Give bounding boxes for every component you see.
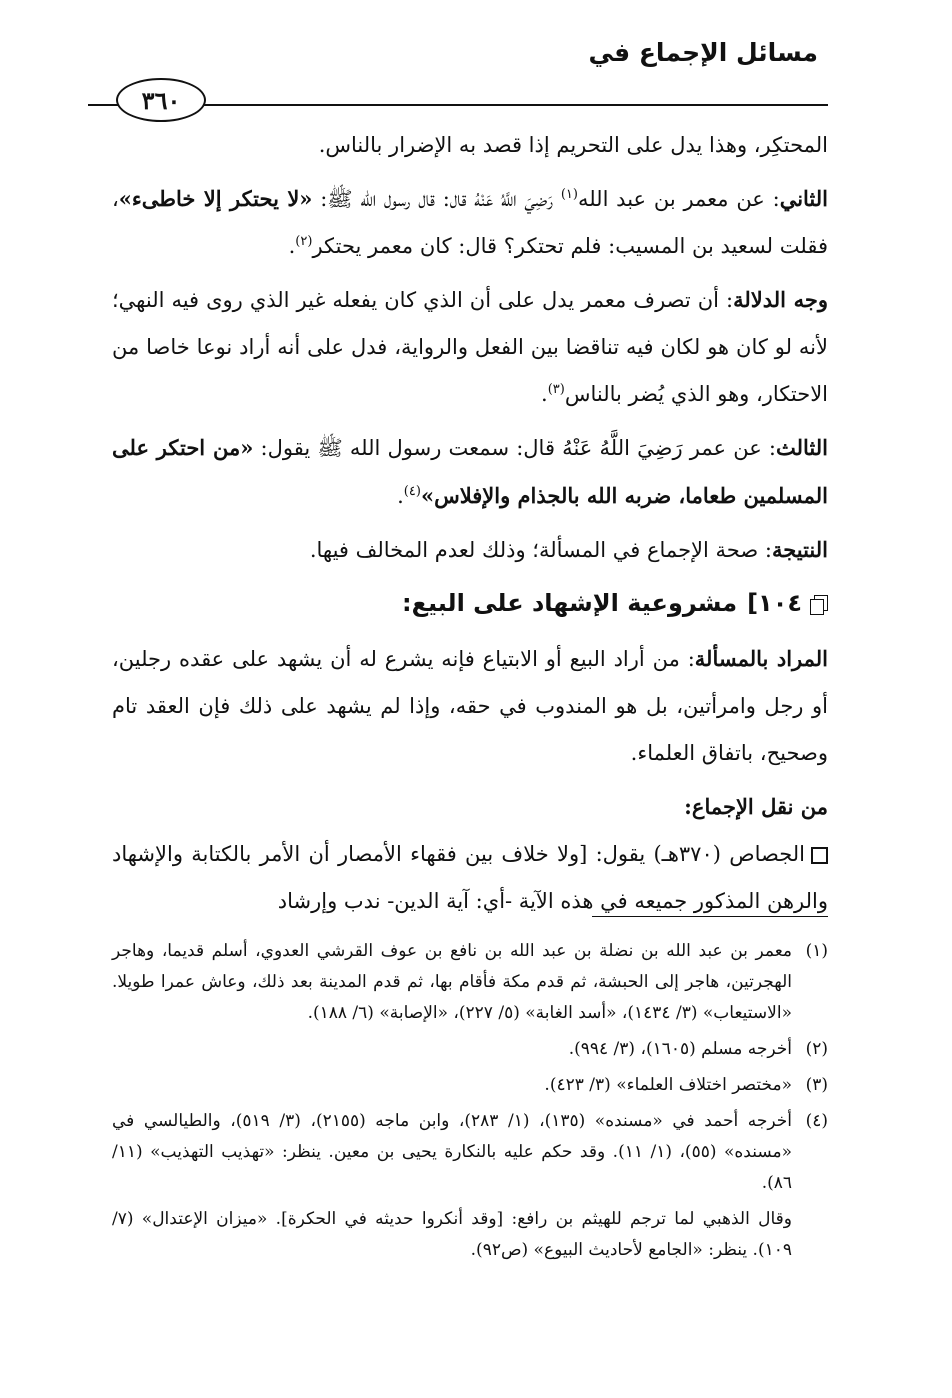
paragraph-text: الجصاص (٣٧٠هـ) يقول: [ولا خلاف بين فقهاء الأمصار أن الأمر بالكتابة والإشهاد والرهن المذكور جميعه في هذه الآية -أي: آية الدين- ندب وإرشاد — [112, 842, 828, 913]
footnotes — [112, 936, 828, 1271]
paragraph — [112, 122, 828, 169]
footnote-4 — [112, 1106, 828, 1199]
punctuation: . — [397, 484, 404, 508]
footnote-ref: (١) — [560, 187, 578, 202]
footnote-text: وقال الذهبي لما ترجم للهيثم بن رافع: [وقد أنكروا حديثه في الحكرة]. «ميزان الإعتدال» (٧/ ١٠٩). ينظر: «الجامع لأحاديث البيوع» (ص٩٢). — [112, 1209, 792, 1260]
paragraph-quote — [112, 831, 828, 925]
paragraph-text: رَضِيَ اللَّهُ عَنْهُ قال: قال رسول الله ﷺ: — [312, 187, 561, 211]
footnote-number: (٣) — [805, 1075, 828, 1095]
issue-title: مشروعية الإشهاد على البيع: — [401, 589, 738, 617]
paragraph-label: المراد بالمسألة — [694, 646, 828, 671]
paragraph-result — [112, 526, 828, 574]
footnote-ref: (٢) — [295, 234, 313, 249]
hadith-quote: «من احتكر على المسلمين طعاما، ضربه الله بالجذام والإفلاس» — [112, 435, 828, 508]
footnote-text: معمر بن عبد الله بن نضلة بن عبد الله بن نافع بن عوف القرشي العدوي، أسلم قديما، وهاجر الهجرتين، هاجر إلى الحبشة، ثم قدم مكة فأقام بها، ثم قدم المدينة بعد ذلك، وعاش عمرا طويلا. «الاستيعاب» (٣/ ١٤٣٤)، «أسد الغابة» (٥/ ٢٢٧)، «الإصابة» (٦/ ١٨٨). — [112, 941, 792, 1023]
paragraph-text: : أن تصرف معمر يدل على أن الذي كان يفعله غير الذي روى فيه النهي؛ لأنه لو كان هو لكان فيه تناقضا بين الفعل والرواية، فدل على أنه أراد نوعا خاصا من الاحتكار، وهو الذي يُضر بالناس — [112, 288, 828, 406]
footnote-4-continuation — [112, 1204, 828, 1266]
paragraph-text: : عن معمر بن عبد الله — [577, 187, 780, 211]
header-rule — [192, 104, 828, 106]
hadith-quote: «لا يحتكر إلا خاطىء» — [118, 186, 313, 211]
issue-number: ١٠٤] — [747, 589, 802, 617]
paragraph-text: المحتكِر، وهذا يدل على التحريم إذا قصد به الإضرار بالناس. — [318, 133, 828, 157]
footnote-ref: (٣) — [547, 382, 565, 397]
subheading-text: من نقل الإجماع: — [684, 794, 828, 819]
punctuation: . — [541, 382, 548, 406]
paragraph-text: : صحة الإجماع في المسألة؛ وذلك لعدم المخالف فيها. — [309, 538, 772, 562]
footnote-number: (١) — [805, 941, 828, 961]
pages-icon — [812, 595, 828, 613]
footnote-separator — [592, 916, 828, 917]
subheading-consensus — [112, 783, 828, 831]
paragraph-label: النتيجة — [771, 537, 828, 562]
footnote-number: (٤) — [805, 1111, 829, 1131]
footnote-text: أخرجه أحمد في «مسنده» (١٣٥)، (١/ ٢٨٣)، وابن ماجه (٢١٥٥)، (٣/ ٥١٩)، والطيالسي في «مسنده» (٥٥)، (١/ ١١). وقد حكم عليه بالنكارة يحيى بن معين. ينظر: «تهذيب التهذيب» (١١/ ٨٦). — [112, 1111, 793, 1193]
header-rule-left — [88, 104, 118, 106]
footnote-2 — [112, 1034, 828, 1065]
footnote-ref: (٤) — [403, 484, 421, 499]
punctuation: . — [288, 234, 296, 258]
footnote-3 — [112, 1070, 828, 1101]
main-text — [112, 122, 828, 931]
footnote-text: «مختصر اختلاف العلماء» (٣/ ٤٢٣). — [544, 1075, 792, 1095]
paragraph-meaning — [112, 635, 828, 777]
footnote-number: (٢) — [805, 1039, 828, 1059]
footnote-text: أخرجه مسلم (١٦٠٥)، (٣/ ٩٩٤). — [568, 1039, 792, 1059]
paragraph-label: وجه الدلالة — [733, 287, 828, 312]
page-header — [88, 34, 828, 115]
paragraph-text: ، فقلت لسعيد بن المسيب: فلم تحتكر؟ قال: كان معمر يحتكر — [112, 187, 828, 258]
paragraph-text: : من أراد البيع أو الابتياع فإنه يشرع له أن يشهد على عقده رجلين، أو رجل وامرأتين، بل هو المندوب في حقه، وإذا لم يشهد على ذلك فإن العقد تام وصحيح، باتفاق العلماء. — [112, 647, 828, 765]
checkbox-bullet-icon — [811, 847, 828, 864]
running-title: مسائل الإجماع في — [588, 38, 818, 67]
paragraph-second-evidence — [112, 175, 828, 270]
paragraph-text: : عن عمر رَضِيَ اللَّهُ عَنْهُ قال: سمعت رسول الله ﷺ يقول: — [253, 436, 776, 460]
paragraph-label: الثاني — [779, 186, 829, 211]
paragraph-third-evidence — [112, 424, 828, 520]
footnote-1 — [112, 936, 828, 1029]
paragraph-label: الثالث — [776, 435, 828, 460]
issue-heading — [112, 580, 828, 627]
paragraph-inference — [112, 276, 828, 418]
page-number: ٣٦٠ — [116, 78, 206, 122]
